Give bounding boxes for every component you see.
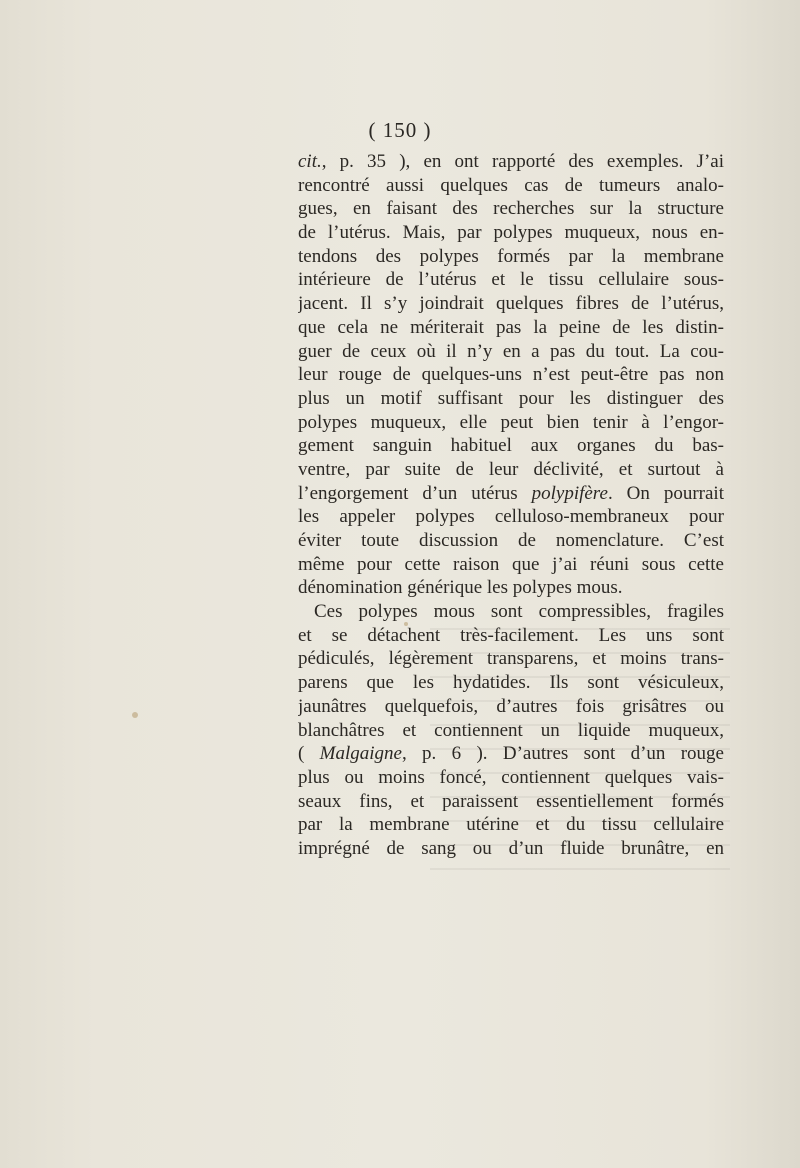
text-line xyxy=(298,576,724,600)
text-run: même pour cette raison que j’ai réuni sous cette xyxy=(298,553,724,575)
text-line xyxy=(298,221,724,245)
text-line xyxy=(298,813,724,837)
page-number: ( 150 ) xyxy=(368,118,432,142)
text-run: jacent. Il s’y joindrait quelques fibres de l’utérus, xyxy=(298,293,724,315)
text-line xyxy=(298,695,724,719)
text-run: blanchâtres et contiennent un liquide muqueux, xyxy=(298,719,724,741)
text-line xyxy=(298,742,724,766)
text-run: ventre, par suite de leur déclivité, et surtout à xyxy=(298,458,724,480)
text-run: tendons des polypes formés par la membrane xyxy=(298,245,724,267)
text-line xyxy=(298,766,724,790)
text-run: dénomination générique les polypes mous. xyxy=(298,577,623,599)
text-run: de l’utérus. Mais, par polypes muqueux, nous en- xyxy=(298,222,724,244)
text-run: intérieure de l’utérus et le tissu cellulaire sous- xyxy=(298,269,724,291)
text-line xyxy=(298,411,724,435)
text-line xyxy=(298,316,724,340)
text-run: gement sanguin habituel aux organes du bas- xyxy=(298,435,724,457)
text-run: , p. 6 ). D’autres sont d’un rouge xyxy=(401,743,724,765)
text-line xyxy=(298,387,724,411)
text-line xyxy=(298,624,724,648)
text-line xyxy=(298,245,724,269)
text-line xyxy=(298,458,724,482)
text-line xyxy=(298,174,724,198)
body-text xyxy=(298,150,724,861)
text-line xyxy=(298,292,724,316)
text-run: que cela ne mériterait pas la peine de les distin- xyxy=(298,316,724,338)
text-run: , p. 35 ), en ont rapporté des exemples. J’ai xyxy=(321,151,724,172)
text-line xyxy=(298,529,724,553)
italic-text-run: Malgaigne xyxy=(319,743,402,765)
text-run: pédiculés, légèrement transparens, et moins trans- xyxy=(298,648,724,670)
text-run: . On pourrait xyxy=(607,482,724,504)
text-run: ( xyxy=(298,743,320,765)
text-run: guer de ceux où il n’y en a pas du tout. La cou- xyxy=(298,340,724,362)
italic-text-run: cit. xyxy=(298,151,322,172)
text-run: Ces polypes mous sont compressibles, fragiles xyxy=(314,601,724,623)
text-line xyxy=(298,719,724,743)
text-line xyxy=(298,671,724,695)
text-run: jaunâtres quelquefois, d’autres fois grisâtres ou xyxy=(298,695,724,717)
text-line xyxy=(298,482,724,506)
italic-text-run: polypifère xyxy=(531,482,608,504)
text-line xyxy=(298,837,724,861)
text-run: les appeler polypes celluloso-membraneux pour xyxy=(298,506,724,528)
text-run: et se détachent très-facilement. Les uns sont xyxy=(298,624,724,646)
text-run: rencontré aussi quelques cas de tumeurs analo- xyxy=(298,174,724,196)
text-line xyxy=(298,553,724,577)
text-line xyxy=(298,197,724,221)
paper-stain xyxy=(132,712,138,718)
text-line xyxy=(298,363,724,387)
text-run: seaux fins, et paraissent essentiellement formés xyxy=(298,790,724,812)
text-run: plus un motif suffisant pour les distinguer des xyxy=(298,387,724,409)
text-run: gues, en faisant des recherches sur la structure xyxy=(298,198,724,220)
text-run: plus ou moins foncé, contiennent quelques vais- xyxy=(298,766,724,788)
text-run: polypes muqueux, elle peut bien tenir à l’engor- xyxy=(298,411,724,433)
text-line xyxy=(298,268,724,292)
text-line xyxy=(298,340,724,364)
text-line xyxy=(298,434,724,458)
text-run: par la membrane utérine et du tissu cellulaire xyxy=(298,814,724,836)
text-line xyxy=(298,647,724,671)
text-line xyxy=(298,505,724,529)
text-run: l’engorgement d’un utérus xyxy=(298,482,532,504)
text-run: leur rouge de quelques-uns n’est peut-être pas non xyxy=(298,364,724,386)
text-line xyxy=(298,790,724,814)
text-line xyxy=(298,150,724,174)
text-run: éviter toute discussion de nomenclature. C’est xyxy=(298,530,724,551)
text-run: imprégné de sang ou d’un fluide brunâtre, en xyxy=(298,837,724,859)
text-run: parens que les hydatides. Ils sont vésiculeux, xyxy=(298,672,724,694)
text-line xyxy=(298,600,724,624)
